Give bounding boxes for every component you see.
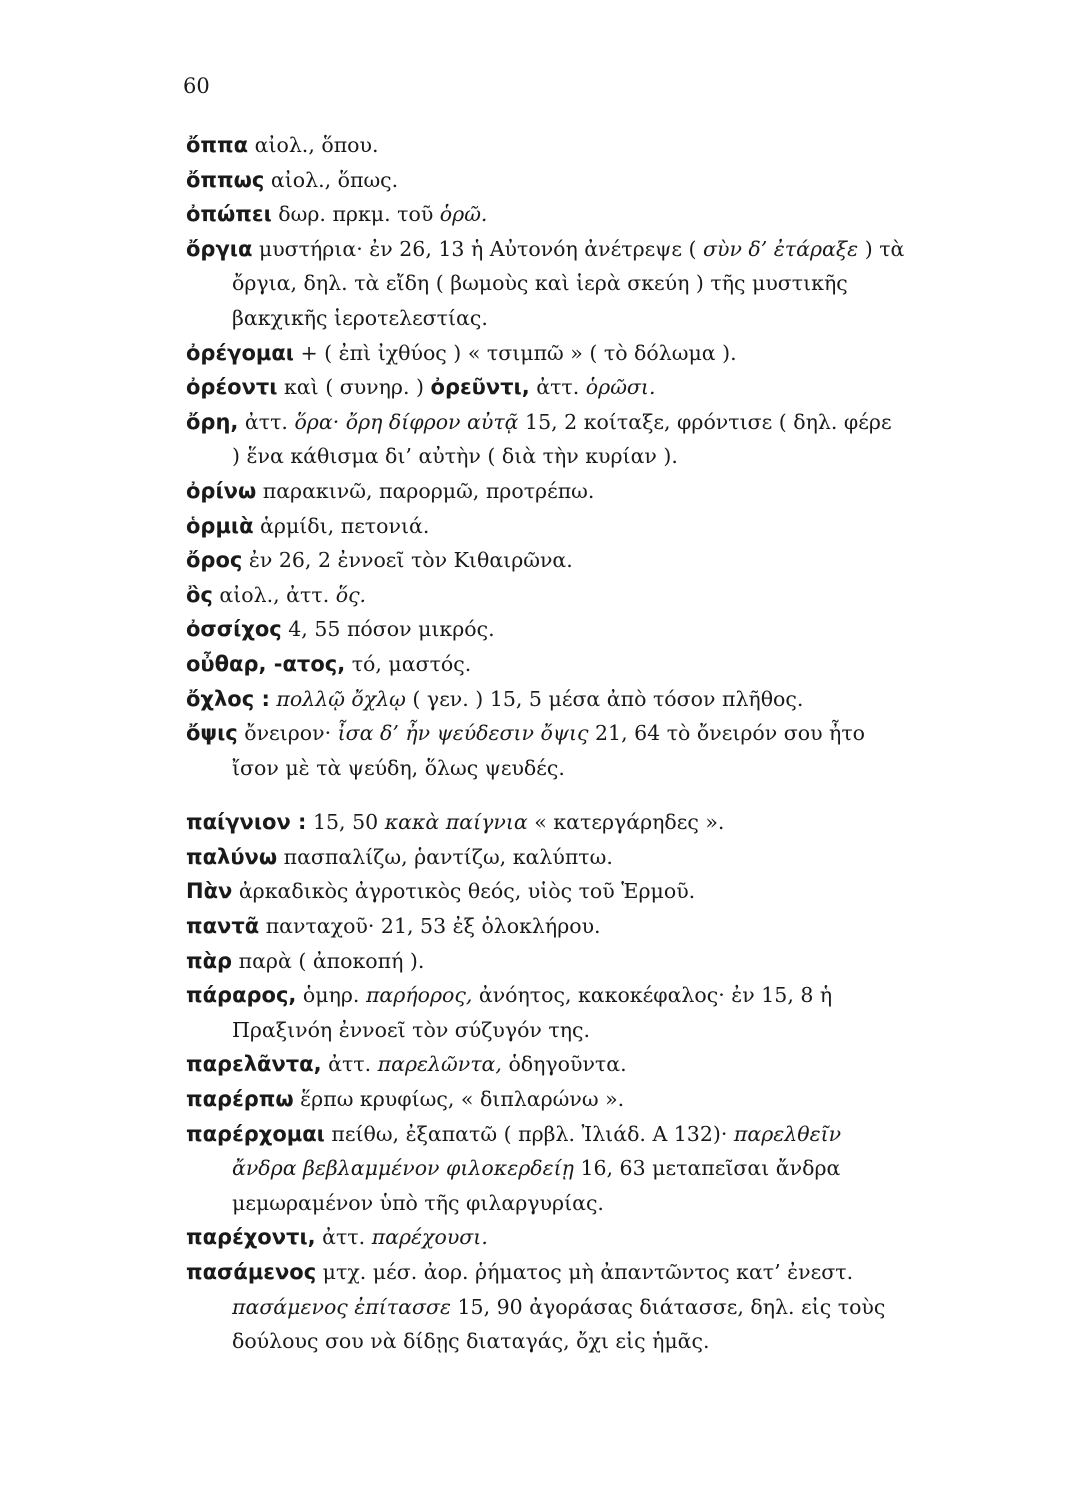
dictionary-entry (186, 197, 906, 232)
entry-definition: ἀρκαδικὸς ἀγροτικὸς θεός, υἱὸς τοῦ Ἑρμοῦ. (232, 879, 696, 904)
dictionary-entry (186, 405, 906, 474)
entry-definition: ἀττ. (529, 375, 586, 400)
entry-headword: πάραρος, (186, 983, 297, 1008)
entry-headword: παντᾶ (186, 914, 260, 939)
entry-definition: ὄνειρον· (237, 721, 338, 746)
entry-citation: ὅς. (335, 582, 367, 607)
entry-headword: ὄρη, (186, 409, 239, 434)
entry-definition: πανταχοῦ· 21, 53 ἐξ ὁλοκλήρου. (259, 914, 601, 939)
entry-headword: πὰρ (186, 948, 233, 973)
entry-headword: ὄχλος : (186, 686, 270, 711)
entry-headword: παρέχοντι, (186, 1225, 316, 1250)
dictionary-entry (186, 682, 906, 717)
entry-citation: κακὰ παίγνια (384, 810, 528, 835)
dictionary-entry (186, 163, 906, 198)
entry-definition: ἐν 26, 2 ἐννοεῖ τὸν Κιθαιρῶνα. (242, 548, 573, 573)
entry-definition: ἀττ. (315, 1225, 372, 1250)
dictionary-entry (186, 909, 906, 944)
entry-headword: ὄψις (186, 721, 238, 746)
dictionary-entry (186, 805, 906, 840)
entry-definition: + ( ἐπὶ ἰχθύος ) « τσιμπῶ » ( τὸ δόλωμα ). (293, 340, 737, 365)
entry-definition: δωρ. πρκμ. τοῦ (271, 202, 440, 227)
entry-definition: αἰολ., ἀττ. (212, 582, 336, 607)
entry-definition: ἕρπω κρυφίως, « διπλαρώνω ». (293, 1087, 625, 1112)
dictionary-entry (186, 543, 906, 578)
entry-headword: ὀσσίχος (186, 617, 282, 642)
entry-citation: παρελῶντα, (377, 1052, 502, 1077)
entry-headword: παρέρπω (186, 1087, 294, 1112)
entry-definition: μυστήρια· ἐν 26, 13 ἡ Αὐτονόη ἀνέτρεψε ( (252, 236, 703, 261)
entry-headword: ὀρίνω (186, 478, 257, 503)
dictionary-entry (186, 1255, 906, 1359)
entry-headword: ὄππως (186, 167, 265, 192)
entry-definition: μτχ. μέσ. ἀορ. ῥήματος μὴ ἀπαντῶντος κατ’ ἐνεστ. (316, 1260, 854, 1284)
entry-definition: ὁμηρ. (296, 983, 366, 1008)
entry-definition: 15, 2 κοίταξε, φρόντισε ( δηλ. φέρε ) ἕνα κάθισμα δι’ αὐτὴν ( διὰ τὴν κυρίαν ). (232, 409, 892, 469)
entry-citation: παρελθεῖν ἄνδρα βεβλαμμένον φιλοκερδείῃ (232, 1121, 842, 1181)
dictionary-entry (186, 716, 906, 785)
dictionary-entry (186, 474, 906, 509)
dictionary-entry (186, 1220, 906, 1255)
dictionary-entry (186, 336, 906, 371)
dictionary-entry (186, 1047, 906, 1082)
dictionary-entry (186, 840, 906, 875)
dictionary-entry (186, 128, 906, 163)
dictionary-entry (186, 370, 906, 405)
entry-citation: παρήορος, (365, 983, 473, 1008)
entry-headword: ὄρος (186, 548, 243, 573)
entry-definition: καὶ ( συνηρ. ) (277, 375, 431, 400)
entry-headword: Πὰν (186, 879, 233, 904)
dictionary-entry (186, 509, 906, 544)
entry-citation: πασάμενος ἐπίτασσε (232, 1294, 451, 1319)
entry-headword: ὀρέγομαι (186, 340, 294, 365)
dictionary-entry (186, 232, 906, 336)
entry-headword: ὀπώπει (186, 202, 272, 227)
entry-citation: ὁρῶ. (439, 202, 488, 227)
entry-headword: ὄργια (186, 236, 253, 261)
entry-definition: 15, 50 (306, 810, 385, 835)
entry-definition: ἁρμίδι, πετονιά. (253, 513, 430, 538)
dictionary-entry (186, 1117, 906, 1221)
page-number: 60 (183, 74, 210, 98)
entry-citation: ὅρα· ὄρη δίφρον αὐτᾷ (294, 409, 519, 434)
entry-citation: σὺν δ’ ἐτάραξε (702, 236, 859, 261)
entry-definition: τό, μαστός. (345, 651, 472, 676)
dictionary-entry (186, 944, 906, 979)
entry-citation: ὁρῶσι. (585, 375, 656, 400)
entry-variant: ὀρεῦντι, (430, 375, 530, 400)
entry-definition: « κατεργάρηδες ». (527, 810, 725, 835)
entry-definition: ὁδηγοῦντα. (501, 1052, 627, 1077)
entry-headword: παρέρχομαι (186, 1121, 325, 1146)
entry-headword: οὖθαρ, -ατος, (186, 651, 346, 676)
entry-citation: ἶσα δ’ ἦν ψεύδεσιν ὄψις (337, 721, 589, 746)
entry-headword: πασάμενος (186, 1260, 317, 1284)
entry-definition: παρακινῶ, παρορμῶ, προτρέπω. (256, 478, 595, 503)
entry-definition: αἰολ., ὅπως. (264, 167, 399, 192)
entry-headword: ὀρέοντι (186, 375, 278, 400)
entry-citation: πολλῷ ὄχλῳ (276, 686, 406, 711)
entry-definition: πασπαλίζω, ῥαντίζω, καλύπτω. (277, 844, 613, 869)
entry-headword: ὄππα (186, 133, 249, 157)
entry-definition: ἀττ. (321, 1052, 378, 1077)
entry-definition: ( γεν. ) 15, 5 μέσα ἀπὸ τόσον πλῆθος. (405, 686, 804, 711)
entry-headword: ὂς (186, 582, 213, 607)
dictionary-entry (186, 874, 906, 909)
entry-definition: παρὰ ( ἀποκοπή ). (232, 948, 425, 973)
entry-definition: 4, 55 πόσον μικρός. (281, 617, 495, 642)
entry-definition: αἰολ., ὅπου. (248, 133, 379, 157)
entry-headword: ὁρμιὰ (186, 513, 254, 538)
dictionary-entry (186, 978, 906, 1047)
entry-citation: παρέχουσι. (371, 1225, 488, 1250)
entry-headword: παρελᾶντα, (186, 1052, 322, 1077)
entry-definition: 15, 90 ἀγοράσας διάτασσε, δηλ. εἰς τοὺς δούλους σου νὰ δίδῃς διαταγάς, ὄχι εἰς ἡμᾶς. (232, 1294, 886, 1354)
entry-definition: πείθω, ἐξαπατῶ ( πρβλ. Ἰλιάδ. Α 132)· (324, 1121, 734, 1146)
dictionary-entry (186, 647, 906, 682)
entry-definition: ) τὰ ὄργια, δηλ. τὰ εἴδη ( βωμοὺς καὶ ἱερὰ σκεύη ) τῆς μυστικῆς βακχικῆς ἱεροτελεστίας. (232, 236, 905, 330)
entry-definition: ἀνόητος, κακοκέφαλος· ἐν 15, 8 ἡ Πραξινόη ἐννοεῖ τὸν σύζυγόν της. (232, 983, 833, 1042)
entry-headword: παλύνω (186, 844, 278, 869)
dictionary-entry (186, 612, 906, 647)
entry-definition: 21, 64 τὸ ὄνειρόν σου ἦτο ἴσον μὲ τὰ ψεύδη, ὅλως ψευδές. (232, 721, 866, 780)
entry-headword: παίγνιον : (186, 810, 307, 835)
dictionary-entry (186, 578, 906, 613)
entry-definition: ἀττ. (238, 409, 295, 434)
entry-definition: 16, 63 μεταπεῖσαι ἄνδρα μεμωραμένον ὑπὸ τῆς φιλαργυρίας. (232, 1156, 841, 1215)
entry-list (186, 128, 906, 1359)
dictionary-entry (186, 1082, 906, 1117)
